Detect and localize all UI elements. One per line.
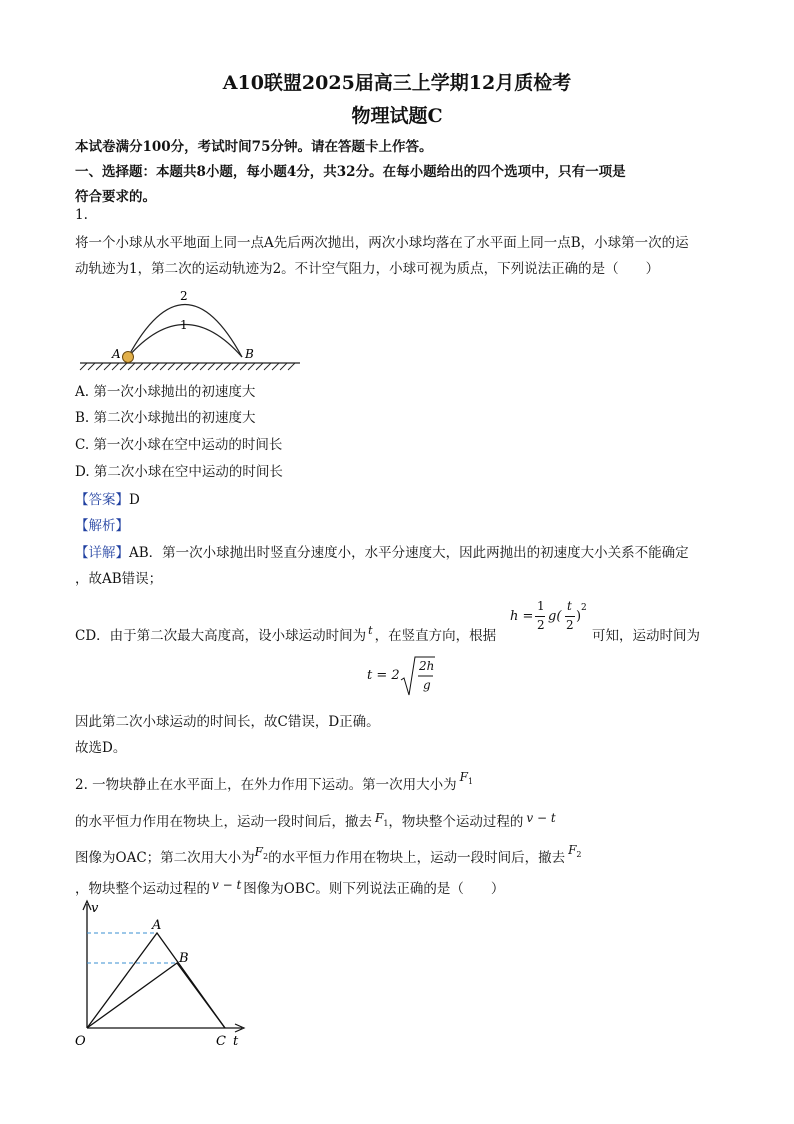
q2-vt-graph (70, 898, 260, 1056)
q2-text-2a: 的水平恒力作用在物块上，运动一段时间后，撤去 (75, 814, 372, 830)
q1-trajectory-figure (72, 282, 304, 374)
q2-f2-b: F (568, 843, 577, 857)
q1-stem-line-1: 将一个小球从水平地面上同一点A先后两次抛出，两次小球均落在了水平面上同一点B，小球第一次的运 (75, 235, 689, 251)
q2-f1-b: F (375, 811, 384, 825)
ground-hatching (80, 363, 295, 370)
q1-stem-line-2: 动轨迹为1，第二次的运动轨迹为2。不计空气阻力，小球可视为质点，下列说法正确的是（ ） (75, 261, 660, 277)
curve-obc (87, 963, 225, 1028)
q2-line-4 (75, 877, 504, 897)
ball-icon (123, 352, 134, 363)
q1-option-a: A. 第一次小球抛出的初速度大 (75, 384, 256, 400)
q1-number: 1. (75, 207, 88, 223)
conclusion-line: 因此第二次小球运动的时间长，故C错误，D正确。 (75, 714, 380, 730)
answer-value: D (129, 492, 140, 508)
q2-line-1 (75, 770, 474, 793)
q2-text-1: 2. 一物块静止在水平面上，在外力作用下运动。第一次用大小为 (75, 777, 457, 793)
label-trajectory-2: 2 (180, 289, 188, 303)
q1-option-b: B. 第二次小球抛出的初速度大 (75, 410, 256, 426)
label-point-c: C (216, 1034, 226, 1049)
answer-tag: 【答案】 (75, 492, 129, 508)
exam-title: A10联盟2025届高三上学期12月质检考 (222, 72, 572, 94)
formula-height: h = 1 2 g( t 2 ) 2 (510, 599, 587, 632)
label-trajectory-1: 1 (180, 318, 188, 332)
exam-subtitle: 物理试题C (351, 105, 443, 127)
choose-line: 故选D。 (75, 740, 127, 756)
q2-f1-sub: 1 (468, 777, 474, 786)
cd-suffix: 可知，运动时间为 (592, 628, 700, 644)
label-b: B (245, 347, 254, 361)
answer-line (75, 488, 140, 508)
cd-line (75, 624, 496, 644)
q2-vt: v − t (526, 811, 556, 825)
q1-option-d: D. 第二次小球在空中运动的时间长 (75, 464, 283, 480)
q2-f1: F (459, 770, 468, 784)
analysis-tag: 【解析】 (75, 518, 129, 534)
cd-var: t (368, 624, 373, 637)
q2-line-2 (75, 810, 556, 830)
q2-text-2b: ，物块整个运动过程的 (388, 814, 524, 830)
section-line-2: 符合要求的。 (75, 189, 156, 205)
label-a: A (112, 347, 121, 361)
label-point-b: B (179, 951, 189, 966)
cd-prefix: CD．由于第二次最大高度高，设小球运动时间为 (75, 628, 367, 644)
q2-f2-sub: 2 (262, 852, 269, 861)
q2-vt-b: v − t (212, 878, 242, 892)
section-line-1: 一、选择题：本题共8小题，每小题4分，共32分。在每小题给出的四个选项中，只有一项是 (75, 164, 626, 180)
detail-tag: 【详解】 (75, 545, 129, 561)
label-point-a: A (152, 918, 162, 933)
q2-f2: F (254, 845, 263, 859)
label-t: t (233, 1034, 239, 1049)
q2-text-3a: 图像为OAC；第二次用大小为 (75, 850, 255, 866)
q2-f1-b-sub: 1 (383, 819, 389, 828)
detail-line-1 (75, 541, 689, 561)
q2-text-4b: 图像为OBC。则下列说法正确的是（ ） (243, 881, 505, 897)
label-o: O (75, 1034, 86, 1049)
detail-line-2: ，故AB错误； (75, 571, 163, 587)
label-v: v (91, 901, 99, 916)
intro-text: 本试卷满分100分，考试时间75分钟。请在答题卡上作答。 (75, 139, 433, 155)
q2-text-3b: 的水平恒力作用在物块上，运动一段时间后，撤去 (268, 850, 566, 866)
formula-time: t = 2 2h g (367, 654, 437, 700)
cd-mid: ，在竖直方向，根据 (374, 628, 497, 644)
q2-f2-b-sub: 2 (576, 850, 582, 859)
detail-text-1: AB．第一次小球抛出时竖直分速度小，水平分速度大，因此两抛出的初速度大小关系不能确定 (129, 545, 689, 561)
q2-line-3 (75, 843, 582, 866)
q1-option-c: C. 第一次小球在空中运动的时间长 (75, 437, 283, 453)
q2-text-4a: ，物块整个运动过程的 (75, 881, 210, 897)
